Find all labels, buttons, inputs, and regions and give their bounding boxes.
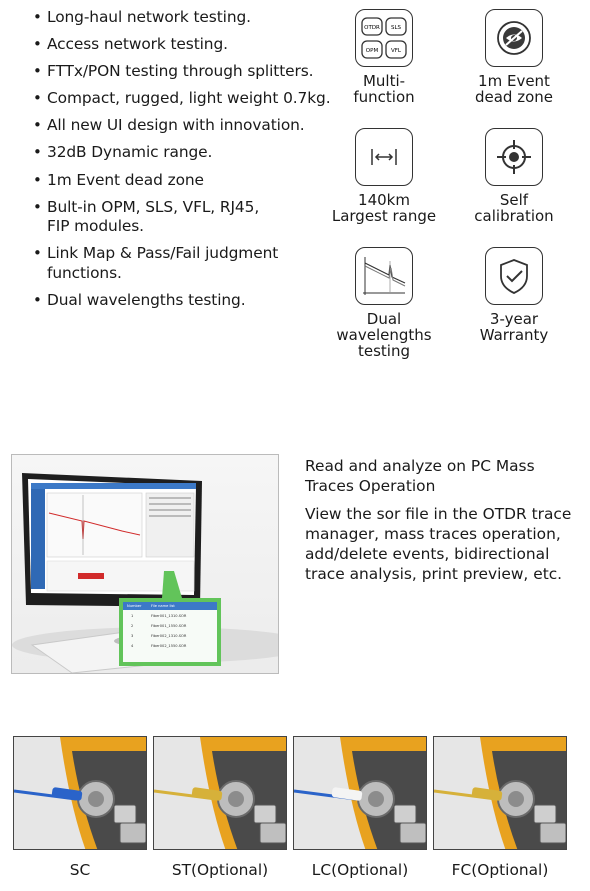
icon-label-line: Self <box>499 191 529 209</box>
feature-item: • Access network testing. <box>32 35 352 55</box>
icon-label-line: 1m Event <box>478 72 550 90</box>
feature-item: • All new UI design with innovation. <box>32 116 352 136</box>
feature-item: • Compact, rugged, light weight 0.7kg. <box>32 89 352 109</box>
feature-item: • Dual wavelengths testing. <box>32 291 352 311</box>
popup-row <box>123 628 217 638</box>
feature-icon-wavelengths <box>319 247 449 359</box>
connector-photo-sc <box>13 736 147 850</box>
feature-item: • 1m Event dead zone <box>32 171 352 191</box>
pc-software-photo <box>11 454 279 674</box>
connector-label: FC(Optional) <box>451 861 549 879</box>
popup-header <box>123 602 217 610</box>
feature-icon-multi-function <box>319 9 449 105</box>
connector-label: LC(Optional) <box>311 861 409 879</box>
connector-photo-fc <box>433 736 567 850</box>
popup-row-file: Fiber001_1310.SOR <box>151 614 187 618</box>
crosshair-icon <box>485 128 543 186</box>
connector-illustration <box>434 737 567 850</box>
icon-label-line: Multi- <box>362 72 406 90</box>
connector-illustration <box>154 737 287 850</box>
connector-label: SC <box>69 861 91 879</box>
icon-label-line: function <box>353 88 415 106</box>
icon-label-line: Warranty <box>479 326 549 344</box>
feature-icon-warranty <box>449 247 579 343</box>
popup-row-file: Fiber001_1550.SOR <box>151 624 187 628</box>
icon-label <box>319 192 449 224</box>
feature-list <box>32 8 352 318</box>
connector-photo-lc <box>293 736 427 850</box>
wavelength-trace-icon <box>355 247 413 305</box>
icon-label <box>319 311 449 359</box>
pc-description <box>305 456 580 592</box>
multi-function-icon <box>355 9 413 67</box>
popup-row <box>123 618 217 628</box>
file-list-popup <box>123 602 217 662</box>
icon-label <box>449 192 579 224</box>
popup-header-files: File name list <box>151 604 175 608</box>
feature-item: • Long-haul network testing. <box>32 8 352 28</box>
popup-row-file: Fiber002_1550.SOR <box>151 644 187 648</box>
popup-row-number: 2 <box>131 624 134 628</box>
icon-label-line: wavelengths <box>336 326 432 344</box>
icon-label <box>449 73 579 105</box>
connector-illustration <box>294 737 427 850</box>
shield-check-icon <box>485 247 543 305</box>
popup-row-file: Fiber002_1310.SOR <box>151 634 187 638</box>
feature-item: • Bult-in OPM, SLS, VFL, RJ45, FIP modules. <box>32 198 282 237</box>
feature-icon-dead-zone <box>449 9 579 105</box>
connector-label: ST(Optional) <box>171 861 269 879</box>
feature-item: • 32dB Dynamic range. <box>32 143 352 163</box>
mini-label: OPM <box>365 48 379 54</box>
popup-row-number: 1 <box>131 614 134 618</box>
icon-label-line: 3-year <box>489 310 539 328</box>
pc-body: View the sor file in the OTDR trace manager, mass traces operation, add/delete events, bidirectional trace analysis, print preview, etc. <box>305 505 572 583</box>
popup-row-number: 4 <box>131 644 134 648</box>
icon-label-line: Largest range <box>331 207 437 225</box>
connector-photo-st <box>153 736 287 850</box>
icon-label-line: dead zone <box>474 88 554 106</box>
icon-label-line: 140km <box>358 191 410 209</box>
feature-item: • FTTx/PON testing through splitters. <box>32 62 352 82</box>
icon-label-line: calibration <box>474 207 554 225</box>
mini-label: VFL <box>391 48 401 54</box>
icon-label-line: testing <box>357 342 410 360</box>
feature-item: • Link Map & Pass/Fail judgment functions. <box>32 244 292 283</box>
icon-label <box>449 311 579 343</box>
mini-label: SLS <box>390 25 402 31</box>
range-arrow-icon <box>355 128 413 186</box>
popup-row <box>123 638 217 648</box>
feature-icon-range <box>319 128 449 224</box>
mini-label: OTDR <box>364 25 380 31</box>
pc-title: Read and analyze on PC Mass Traces Operation <box>305 457 535 495</box>
connector-illustration <box>14 737 147 850</box>
feature-icon-calibration <box>449 128 579 224</box>
popup-header-number: Number <box>127 604 142 608</box>
icon-label <box>319 73 449 105</box>
popup-row <box>123 610 217 618</box>
icon-label-line: Dual <box>366 310 402 328</box>
popup-row-number: 3 <box>131 634 134 638</box>
eye-slash-icon <box>485 9 543 67</box>
